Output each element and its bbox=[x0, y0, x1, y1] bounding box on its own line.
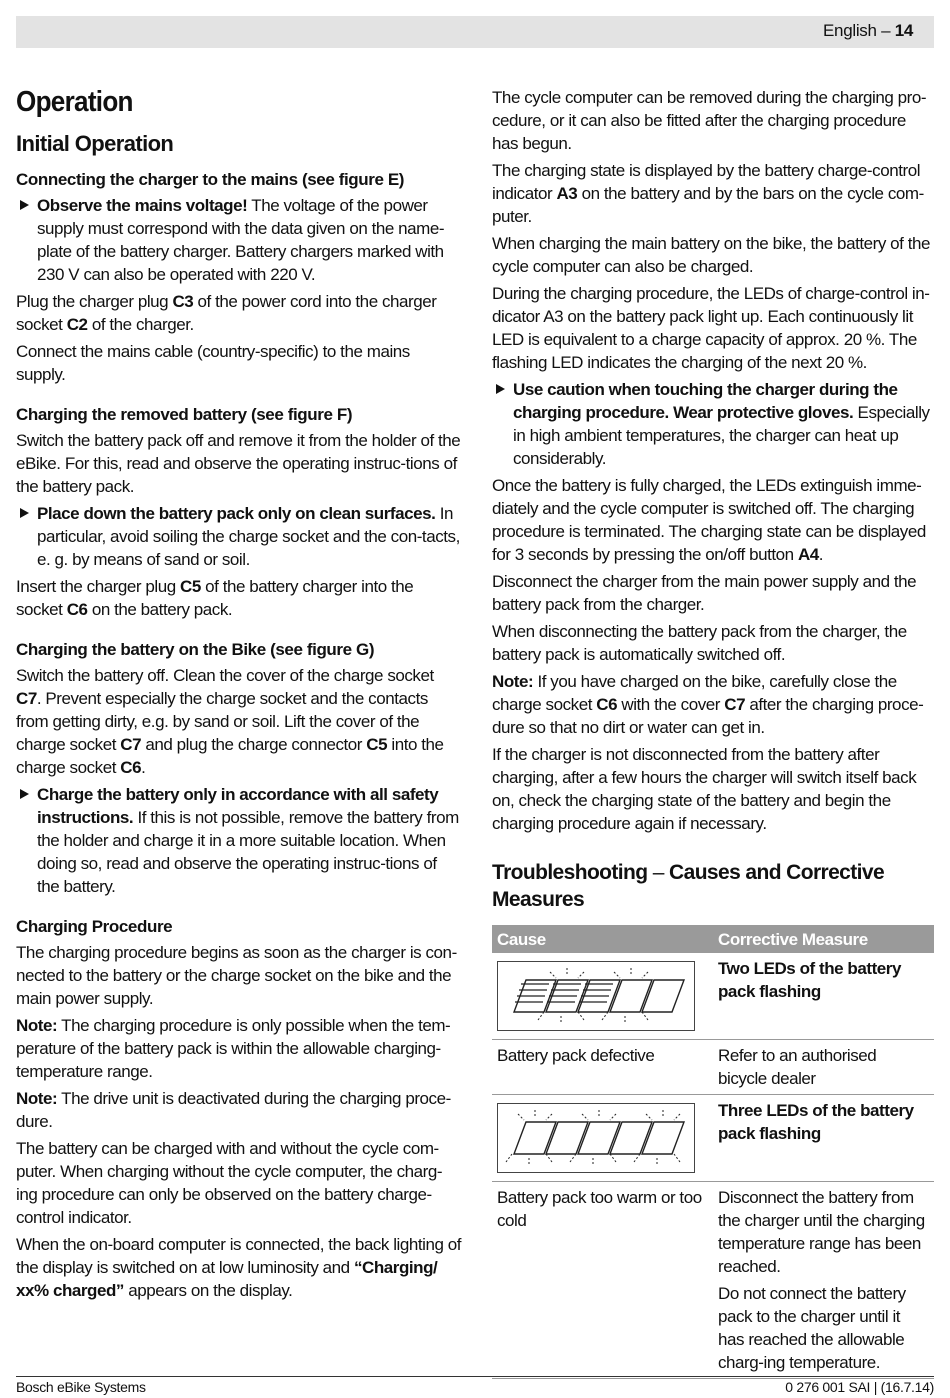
bullet-clean-surfaces: Place down the battery pack only on clean surfaces. In particular, avoid soiling the charge socket and the con-tacts, e. g. by means of sand or soil. bbox=[16, 502, 462, 571]
paragraph: When disconnecting the battery pack from the charger, the battery pack is automatically switched off. bbox=[492, 622, 907, 664]
bullet-triangle-icon bbox=[20, 789, 29, 799]
measure-text: Do not connect the battery pack to the charger until it has reached the allowable charg-ing temperature. bbox=[718, 1284, 906, 1372]
cause-cell: Battery pack defective bbox=[492, 1040, 713, 1095]
page-label: English – 14 bbox=[823, 21, 913, 40]
paragraph: Switch the battery off. Clean the cover of the charge socket C7. Prevent especially the charge socket and the contacts from getting dirty, e.g. by sand or soil. Lift the cover of the charge socket C7 and plug the charge connector C5 into the charge socket C6. bbox=[16, 666, 444, 777]
footer-divider bbox=[16, 1376, 934, 1377]
page-number: 14 bbox=[894, 21, 913, 40]
bullet-triangle-icon bbox=[20, 200, 29, 210]
table-row bbox=[492, 1040, 934, 1095]
paragraph: Plug the charger plug C3 of the power cord into the charger socket C2 of the charger. bbox=[16, 292, 437, 334]
measure-text: Disconnect the battery from the charger until the charging temperature range has been reached. bbox=[718, 1188, 925, 1276]
paragraph: If the charger is not disconnected from the battery after charging, after a few hours the charger will switch itself back on, check the charging state of the battery and begin the charging procedure again if necessary. bbox=[492, 745, 917, 833]
note: Note: If you have charged on the bike, carefully close the charge socket C6 with the cover C7 after the charging proce-dure so that no dirt or water can get in. bbox=[492, 672, 924, 737]
heading-removed-battery: Charging the removed battery (see figure F) bbox=[16, 405, 353, 424]
note: Note: The charging procedure is only possible when the tem-perature of the battery pack is within the allowable charging-temperature range. bbox=[16, 1016, 451, 1081]
section-title: Initial Operation bbox=[16, 131, 174, 156]
cause-cell: Battery pack too warm or too cold bbox=[492, 1182, 713, 1379]
paragraph: The battery can be charged with and without the cycle com-puter. When charging without the cycle computer, the charg-ing procedure can only be observed on the battery charge-control indicator. bbox=[16, 1139, 443, 1227]
measure-two-leds: Two LEDs of the battery pack flashing bbox=[718, 959, 901, 1001]
two-leds-flashing-illustration bbox=[497, 961, 695, 1031]
paragraph: The charging procedure begins as soon as the charger is con-nected to the battery or the charge socket on the bike and the main power supply. bbox=[16, 943, 457, 1008]
three-leds-flashing-illustration bbox=[497, 1103, 695, 1173]
paragraph: Disconnect the charger from the main power supply and the battery pack from the charger. bbox=[492, 572, 917, 614]
right-column bbox=[492, 86, 934, 1379]
troubleshooting-table bbox=[492, 925, 934, 1379]
paragraph: When the on-board computer is connected, the back lighting of the display is switched on at low luminosity and “Charging/ xx% charged” appears on the display. bbox=[16, 1235, 462, 1300]
paragraph: Switch the battery pack off and remove it from the holder of the eBike. For this, read and observe the operating instruc-tions of the battery pack. bbox=[16, 431, 461, 496]
troubleshooting-title: Troubleshooting – Causes and Corrective Measures bbox=[492, 861, 885, 911]
note: Note: The drive unit is deactivated during the charging proce-dure. bbox=[16, 1089, 451, 1131]
table-row bbox=[492, 953, 934, 1040]
header-bar bbox=[16, 16, 934, 48]
page-title: Operation bbox=[16, 86, 133, 118]
bullet-mains-voltage: Observe the mains voltage! The voltage of the power supply must correspond with the data given on the name-plate of the battery charger. Battery chargers marked with 230 V can also be operated with 220 V. bbox=[16, 194, 462, 286]
bullet-caution-charger: Use caution when touching the charger during the charging procedure. Wear protective gloves. Especially in high ambient temperatures, the charger can heat up considerably. bbox=[492, 378, 934, 470]
bullet-safety-instructions: Charge the battery only in accordance with all safety instructions. If this is not possible, remove the battery from the holder and charge it in a more suitable location. When doing so, read and observe the operating instruc-tions of the battery. bbox=[16, 783, 462, 898]
paragraph: The cycle computer can be removed during the charging pro-cedure, or it can also be fitted after the charging procedure has begun. bbox=[492, 88, 927, 153]
table-header-cause: Cause bbox=[492, 925, 713, 953]
table-row bbox=[492, 1095, 934, 1182]
heading-connecting-charger: Connecting the charger to the mains (see figure E) bbox=[16, 170, 405, 189]
paragraph: Connect the mains cable (country-specific) to the mains supply. bbox=[16, 342, 410, 384]
measure-three-leds: Three LEDs of the battery pack flashing bbox=[718, 1101, 914, 1143]
paragraph: Once the battery is fully charged, the LEDs extinguish imme-diately and the cycle computer is switched off. The charging procedure is terminated. The charging state can be displayed for 3 seconds by pressing the on/off button A4. bbox=[492, 476, 926, 564]
heading-charging-procedure: Charging Procedure bbox=[16, 917, 173, 936]
paragraph: The charging state is displayed by the battery charge-control indicator A3 on the battery and by the bars on the cycle com-puter. bbox=[492, 161, 924, 226]
paragraph: When charging the main battery on the bike, the battery of the cycle computer can also be charged. bbox=[492, 234, 930, 276]
led-indicator-icon bbox=[498, 1104, 694, 1172]
paragraph: During the charging procedure, the LEDs of charge-control in-dicator A3 on the battery pack light up. Each continuously lit LED is equivalent to a charge capacity of approx. 20 %. The flashing LED indicates the charging of the next 20 %. bbox=[492, 284, 930, 372]
measure-cell: Refer to an authorised bicycle dealer bbox=[713, 1040, 934, 1095]
led-indicator-icon bbox=[498, 962, 694, 1030]
paragraph: Insert the charger plug C5 of the battery charger into the socket C6 on the battery pack. bbox=[16, 577, 414, 619]
table-header-measure: Corrective Measure bbox=[713, 925, 934, 953]
footer-doc-id: 0 276 001 SAI | (16.7.14) bbox=[785, 1379, 934, 1395]
bullet-triangle-icon bbox=[20, 508, 29, 518]
left-column bbox=[16, 84, 462, 1306]
footer-publisher: Bosch eBike Systems bbox=[16, 1379, 146, 1395]
heading-battery-on-bike: Charging the battery on the Bike (see figure G) bbox=[16, 640, 375, 659]
bullet-triangle-icon bbox=[496, 384, 505, 394]
table-row bbox=[492, 1182, 934, 1379]
